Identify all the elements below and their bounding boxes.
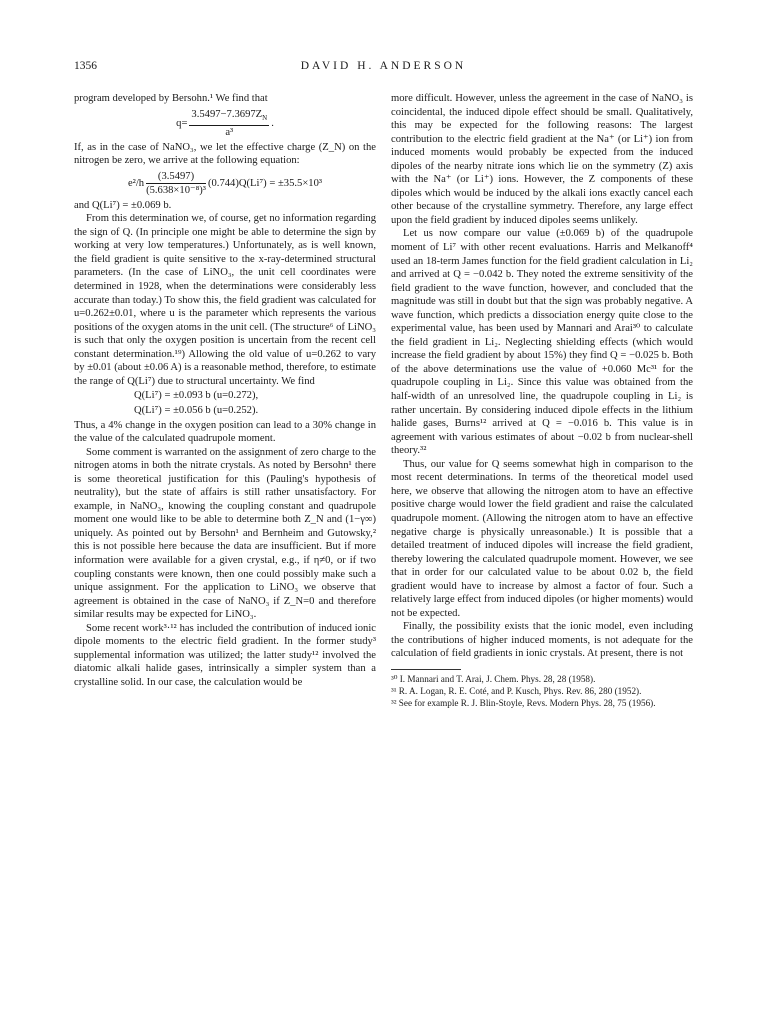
paragraph: Finally, the possibility exists that the ionic model, even including the contributions of higher induced moments, is not adequate for the calculation of field gradients in ionic crystals. At present, there is not [391,621,693,660]
paragraph: program developed by Bersohn.¹ We find that [74,93,268,104]
page-header [74,60,693,76]
footnote: ³¹ R. A. Logan, R. E. Coté, and P. Kusch, Phys. Rev. 86, 280 (1952). [391,685,642,696]
paragraph: Some comment is warranted on the assignment of zero charge to the nitrogen atoms in both the nitrate crystals. As noted by Bersohn¹ there is some theoretical justification for this (Pauling's hypothesis of neutrality), but the state of affairs is still rather unsatisfactory. For example, in NaNO₃, knowing the coupling constant and quadrupole moment one would like to be able to determine both Z_N and (1−γ∞) uniquely. As pointed out by Bersohn¹ and Bernheim and Gutowsky,² this is not possible here because the data are insufficient. But if more information were available for a given crystal, e.g., if η≠0, or if two coupling constants were known, then one could possibly make such a unique assignment. For the application to LiNO₃ we observe that agreement is obtained in the case of NaNO₃ if Z_N=0 and therefore similar results may be expected for LiNO₃. [74,446,376,621]
paragraph: more difficult. However, unless the agreement in the case of NaNO₃ is coincidental, the induced dipole effect should be small. Qualitatively, this may be expected for the following reasons: The largest contribution to the electric field gradient at the Na⁺ (or Li⁺) ion from induced moments would probably be expected from the induced dipoles of the nearby nitrate ions which lie on the symmetry (Z) axis with the Na⁺ (or Li⁺) ions. However, the Z components of these dipoles which would be induced by the alkali ions exactly cancel each other because of the crystalline symmetry. Therefore, any large effect upon the field gradient by induced dipoles seems unlikely. [391,93,693,226]
footnote-divider [391,669,461,670]
fraction: $\frac{(3.5497)}{\text{(5.638×10⁻⁸)³}}$ [146,170,206,196]
paragraph: Thus, our value for Q seems somewhat high in comparison to the most recent determinations. In terms of the theoretical model used here, we observe that allowing the nitrogen atom to have an effective positive charge would lower the field gradient and raise the calculated quadrupole moment. (Allowing the nitrogen atom to have an effective negative charge is physically unreasonable.) It is possible that a detailed treatment of induced dipoles will increase the field gradient, thereby lowering the calculated quadrupole moment. However, we see that in order for our calculated value to be about 0.02 b, the field gradient would have to increase by almost a factor of four. Such a relatively large effect from induced dipoles (or higher moments) would not be expected. [391,458,693,619]
fraction: $\frac{3.5497-7.3697Z_N}{\text{a³}}$ [191,108,268,138]
equation-q-high: Q(Li⁷) = ±0.093 b (u=0.272), [134,390,259,402]
paragraph: From this determination we, of course, get no information regarding the sign of Q. (In principle one might be able to determine the sign by working at very low temperatures.) Unfortunately, as is well known, the field gradient is quite sensitive to the x-ray-determined structural parameters. (In the case of LiNO₃, the unit cell coordinates were determined in 1928, when the determinations were considerably less accurate than today.) To show this, the field gradient was calculated for u=0.262±0.01, where u is the parameter which represents the various positions of the oxygen atoms in the unit cell. (The structure⁶ of LiNO₃ is such that only the oxygen position is uncertain from the recent cell constant determination.¹⁹) Allowing the old value of u=0.262 to vary by ±0.01 (about ±0.06 A) is a reasonable method, therefore, to estimate the range of Q(Li⁷) due to structural uncertainty. We find [74,213,376,387]
footnote: ³⁰ I. Mannari and T. Arai, J. Chem. Phys. 28, 28 (1958). [391,673,596,684]
paragraph: Let us now compare our value (±0.069 b) of the quadrupole moment of Li⁷ with other recent evaluations. Harris and Melkanoff⁴ used an 18-term James function for the field gradient calculation in Li₂ and arrived at Q = −0.042 b. They noted the extreme sensitivity of the field gradient to the wave function, however, and concluded that the magnitude was still in doubt but that the sign was probably negative. A wave function, which predicts a dissociation energy quite close to the experimental value, has been used by Mannari and Arai³⁰ to calculate the field gradient in Li₂. Neglecting shielding effects (which would increase the field gradient by about 15%) they find Q = −0.025 b. Both of the above determinations use the value of +0.060 Mc³¹ for the quadrupole coupling in Li₂. Since this value was obtained from the half-width of an unresolved line, the quadrupole coupling in Li₂ is rather uncertain. By considering induced dipole effects in the lithium halide gases, Burns¹² arrived at Q = −0.016 b. This value is in agreement with various estimates of about −0.02 b from nuclear-shell theory.³² [391,228,693,457]
equation-q: q= $\frac{3.5497-7.3697Z_N}{\text{a³}}$ . [176,108,274,138]
running-head: DAVID H. ANDERSON [300,60,467,72]
left-column [74,92,376,689]
paragraph: Some recent work³·¹² has included the contribution of induced ionic dipole moments to the electric field gradient. In the former study³ supplemental information was utilized; the latter study¹² involved the diatomic alkali halide gases, intrinsically a simpler system than a crystalline solid. In our case, the calculation would be [74,622,376,688]
page-number: 1356 [74,60,97,72]
paragraph: and Q(Li⁷) = ±0.069 b. [74,199,172,211]
equation-coupling: e²/h $\frac{(3.5497)}{\text{(5.638×10⁻⁸)³}}$ (0.744)Q(Li⁷) = ±35.5×10³ [127,170,323,196]
paragraph: If, as in the case of NaNO₃, we let the effective charge (Z_N) on the nitrogen be zero, we arrive at the following equation: [74,141,376,167]
footnote: ³² See for example R. J. Blin-Stoyle, Revs. Modern Phys. 28, 75 (1956). [391,697,656,708]
equation-q-low: Q(Li⁷) = ±0.056 b (u=0.252). [134,404,259,416]
right-column [391,92,693,710]
paragraph: Thus, a 4% change in the oxygen position can lead to a 30% change in the value of the calculated quadrupole moment. [74,419,376,445]
